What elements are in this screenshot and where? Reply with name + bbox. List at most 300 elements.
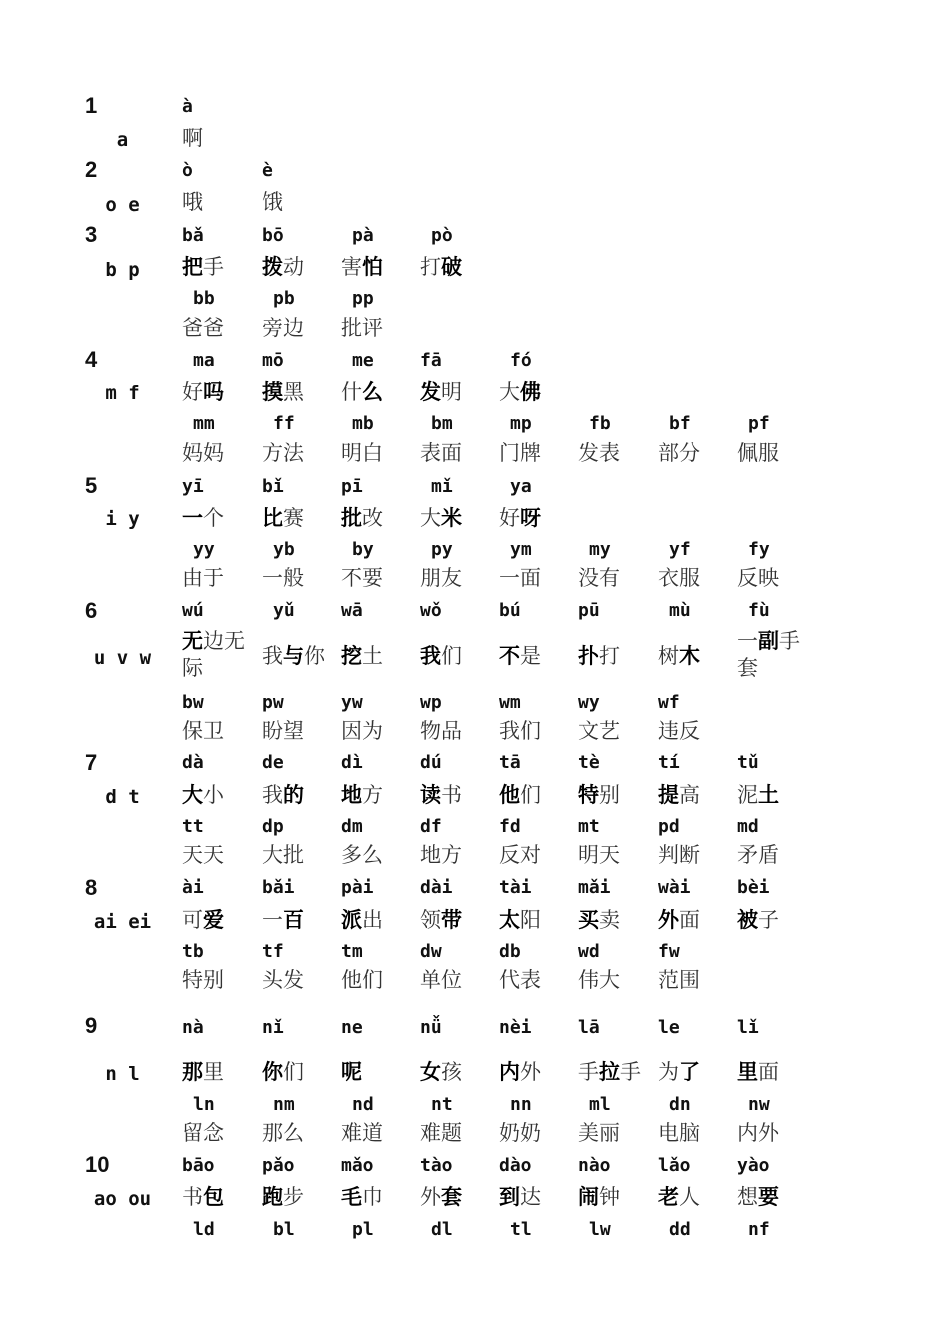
pinyin-syllable: yb bbox=[273, 539, 295, 560]
pinyin-syllable: tè bbox=[578, 752, 600, 773]
highlighted-character: 把 bbox=[182, 255, 203, 279]
word-part: 们 bbox=[520, 783, 541, 807]
word-part: 伟大 bbox=[578, 968, 620, 992]
word-part: 矛盾 bbox=[737, 843, 779, 867]
pinyin-syllable: by bbox=[352, 539, 374, 560]
word-part: 明白 bbox=[341, 441, 383, 465]
word-part: 一面 bbox=[499, 566, 541, 590]
chinese-word bbox=[578, 644, 620, 668]
word-part: 手套 bbox=[737, 629, 800, 680]
chinese-word bbox=[658, 843, 700, 867]
word-part: 打 bbox=[420, 255, 441, 279]
word-part: 难题 bbox=[420, 1121, 462, 1145]
pinyin-syllable: pài bbox=[341, 877, 374, 898]
highlighted-character: 无 bbox=[182, 629, 203, 653]
pinyin-syllable: bú bbox=[499, 600, 521, 621]
word-part: 书 bbox=[441, 783, 462, 807]
word-part: 由于 bbox=[182, 566, 224, 590]
pinyin-syllable: dào bbox=[499, 1155, 532, 1176]
word-part: 朋友 bbox=[420, 566, 462, 590]
word-part: 外 bbox=[420, 1185, 441, 1209]
chinese-word bbox=[578, 441, 620, 465]
pinyin-syllable: bǎi bbox=[262, 877, 295, 898]
word-part: 我们 bbox=[499, 719, 541, 743]
chinese-word bbox=[658, 1185, 700, 1209]
pinyin-syllable: nm bbox=[273, 1094, 295, 1115]
chinese-word bbox=[737, 843, 779, 867]
pinyin-syllable: de bbox=[262, 752, 284, 773]
highlighted-character: 那 bbox=[182, 1060, 203, 1084]
section-label: ao ou bbox=[93, 1188, 152, 1210]
pinyin-syllable: nn bbox=[510, 1094, 532, 1115]
word-part: 为 bbox=[658, 1060, 679, 1084]
highlighted-character: 不 bbox=[499, 644, 520, 668]
chinese-word bbox=[341, 1185, 383, 1209]
pinyin-syllable: mù bbox=[669, 600, 691, 621]
pinyin-syllable: yy bbox=[193, 539, 215, 560]
word-part: 土 bbox=[362, 644, 383, 668]
highlighted-character: 与 bbox=[283, 644, 304, 668]
word-part: 好 bbox=[182, 380, 203, 404]
pinyin-syllable: wài bbox=[658, 877, 691, 898]
chinese-word bbox=[499, 506, 541, 530]
chinese-word bbox=[262, 190, 283, 214]
chinese-word bbox=[420, 1185, 462, 1209]
word-part: 别 bbox=[599, 783, 620, 807]
chinese-word bbox=[182, 506, 224, 530]
pinyin-syllable: yào bbox=[737, 1155, 770, 1176]
section-number: 1 bbox=[85, 93, 98, 118]
highlighted-character: 木 bbox=[679, 644, 700, 668]
chinese-word bbox=[341, 908, 383, 932]
word-part: 美丽 bbox=[578, 1121, 620, 1145]
highlighted-character: 太 bbox=[499, 908, 520, 932]
word-part: 巾 bbox=[362, 1185, 383, 1209]
chinese-word bbox=[499, 380, 541, 404]
chinese-word bbox=[262, 968, 304, 992]
chinese-word bbox=[658, 908, 700, 932]
word-part: 饿 bbox=[262, 190, 283, 214]
highlighted-character: 副 bbox=[758, 629, 779, 653]
pinyin-syllable: tā bbox=[499, 752, 521, 773]
word-part: 个 bbox=[203, 506, 224, 530]
word-part: 我 bbox=[262, 783, 283, 807]
pinyin-syllable: mǐ bbox=[431, 476, 453, 497]
word-part: 动 bbox=[283, 255, 304, 279]
highlighted-character: 特 bbox=[578, 783, 599, 807]
chinese-word bbox=[182, 908, 224, 932]
chinese-word bbox=[737, 908, 779, 932]
chinese-word bbox=[578, 968, 620, 992]
highlighted-character: 跑 bbox=[262, 1185, 283, 1209]
chinese-word bbox=[182, 1121, 224, 1145]
highlighted-character: 吗 bbox=[203, 380, 224, 404]
section-number: 6 bbox=[85, 598, 98, 623]
pinyin-syllable: lw bbox=[589, 1219, 611, 1240]
pinyin-syllable: ya bbox=[510, 476, 532, 497]
word-part: 内外 bbox=[737, 1121, 779, 1145]
pinyin-syllable: pw bbox=[262, 692, 284, 713]
word-part: 保卫 bbox=[182, 719, 224, 743]
chinese-word bbox=[420, 719, 462, 743]
pinyin-syllable: wú bbox=[182, 600, 204, 621]
pinyin-syllable: pī bbox=[341, 476, 363, 497]
word-part: 害 bbox=[341, 255, 362, 279]
chinese-word bbox=[182, 380, 224, 404]
pinyin-syllable: mp bbox=[510, 413, 532, 434]
pinyin-syllable: tl bbox=[510, 1219, 532, 1240]
highlighted-character: 被 bbox=[737, 908, 758, 932]
pinyin-syllable: dm bbox=[341, 816, 363, 837]
chinese-word bbox=[578, 908, 620, 932]
pinyin-syllable: dì bbox=[341, 752, 363, 773]
pinyin-syllable: tf bbox=[262, 941, 284, 962]
word-part: 们 bbox=[283, 1060, 304, 1084]
pinyin-syllable: yǔ bbox=[273, 600, 295, 621]
pinyin-syllable: lā bbox=[578, 1017, 600, 1038]
pinyin-syllable: ln bbox=[193, 1094, 215, 1115]
chinese-word bbox=[182, 968, 224, 992]
pinyin-syllable: tb bbox=[182, 941, 204, 962]
chinese-word bbox=[420, 783, 462, 807]
section-number: 2 bbox=[85, 157, 98, 182]
highlighted-character: 毛 bbox=[341, 1185, 362, 1209]
pinyin-syllable: ml bbox=[589, 1094, 611, 1115]
word-part: 面 bbox=[758, 1060, 779, 1084]
highlighted-character: 一 bbox=[182, 506, 203, 530]
chinese-word bbox=[182, 566, 224, 590]
chinese-word bbox=[420, 255, 462, 279]
highlighted-character: 闹 bbox=[578, 1185, 599, 1209]
pinyin-syllable: pb bbox=[273, 288, 295, 309]
pinyin-syllable: bb bbox=[193, 288, 215, 309]
highlighted-character: 发 bbox=[420, 380, 441, 404]
highlighted-character: 读 bbox=[420, 783, 441, 807]
highlighted-character: 大 bbox=[182, 783, 203, 807]
pinyin-syllable: dp bbox=[262, 816, 284, 837]
section-label: u v w bbox=[93, 647, 152, 669]
pinyin-syllable: dl bbox=[431, 1219, 453, 1240]
section-label: ai ei bbox=[93, 911, 152, 933]
chinese-word bbox=[578, 843, 620, 867]
chinese-word bbox=[578, 783, 620, 807]
pinyin-syllable: bèi bbox=[737, 877, 770, 898]
pinyin-syllable: tǔ bbox=[737, 752, 759, 773]
chinese-word bbox=[499, 441, 541, 465]
chinese-word bbox=[182, 719, 224, 743]
pinyin-syllable: pp bbox=[352, 288, 374, 309]
pinyin-syllable: pò bbox=[431, 225, 453, 246]
word-part: 哦 bbox=[182, 190, 203, 214]
chinese-word bbox=[182, 255, 224, 279]
chinese-word bbox=[341, 719, 383, 743]
highlighted-character: 要 bbox=[758, 1185, 779, 1209]
highlighted-character: 地 bbox=[341, 783, 362, 807]
word-part: 啊 bbox=[182, 126, 203, 150]
pinyin-syllable: bf bbox=[669, 413, 691, 434]
highlighted-character: 百 bbox=[283, 908, 304, 932]
section-label: b p bbox=[105, 259, 140, 281]
chinese-word bbox=[658, 783, 700, 807]
word-part: 反对 bbox=[499, 843, 541, 867]
chinese-word bbox=[737, 441, 779, 465]
pinyin-syllable: fy bbox=[748, 539, 770, 560]
pinyin-syllable: ò bbox=[182, 160, 193, 181]
pinyin-syllable: nw bbox=[748, 1094, 770, 1115]
word-part: 留念 bbox=[182, 1121, 224, 1145]
word-part: 想 bbox=[737, 1185, 758, 1209]
highlighted-character: 老 bbox=[658, 1185, 679, 1209]
chinese-word bbox=[499, 644, 541, 668]
pinyin-syllable: bō bbox=[262, 225, 284, 246]
word-part: 小 bbox=[203, 783, 224, 807]
word-part: 阳 bbox=[520, 908, 541, 932]
pinyin-syllable: fw bbox=[658, 941, 680, 962]
chinese-word bbox=[182, 783, 224, 807]
section-label: a bbox=[116, 129, 129, 151]
highlighted-character: 怕 bbox=[362, 255, 383, 279]
pinyin-syllable: dd bbox=[669, 1219, 691, 1240]
word-part: 达 bbox=[520, 1185, 541, 1209]
section-label: d t bbox=[105, 786, 140, 808]
word-part: 文艺 bbox=[578, 719, 620, 743]
chinese-word bbox=[658, 719, 700, 743]
highlighted-character: 他 bbox=[499, 783, 520, 807]
highlighted-character: 派 bbox=[341, 908, 362, 932]
chinese-word bbox=[658, 1060, 700, 1084]
pinyin-syllable: tí bbox=[658, 752, 680, 773]
word-part: 天天 bbox=[182, 843, 224, 867]
chinese-word bbox=[420, 908, 462, 932]
pinyin-syllable: pà bbox=[352, 225, 374, 246]
word-part: 批评 bbox=[341, 316, 383, 340]
chinese-word bbox=[341, 968, 383, 992]
word-part: 打 bbox=[599, 644, 620, 668]
word-part: 佩服 bbox=[737, 441, 779, 465]
word-part: 边无际 bbox=[182, 629, 245, 680]
chinese-word bbox=[420, 968, 462, 992]
chinese-word bbox=[262, 506, 304, 530]
highlighted-character: 摸 bbox=[262, 380, 283, 404]
pinyin-syllable: my bbox=[589, 539, 611, 560]
chinese-word bbox=[658, 566, 700, 590]
word-part: 没有 bbox=[578, 566, 620, 590]
chinese-word bbox=[420, 843, 462, 867]
pinyin-syllable: ne bbox=[341, 1017, 363, 1038]
highlighted-character: 破 bbox=[441, 255, 462, 279]
highlighted-character: 女 bbox=[420, 1060, 441, 1084]
pinyin-syllable: dn bbox=[669, 1094, 691, 1115]
word-part: 黑 bbox=[283, 380, 304, 404]
word-part: 可 bbox=[182, 908, 203, 932]
chinese-word bbox=[499, 843, 541, 867]
chinese-word bbox=[262, 316, 304, 340]
word-part: 大 bbox=[499, 380, 520, 404]
chinese-word bbox=[262, 719, 304, 743]
pinyin-syllable: mm bbox=[193, 413, 215, 434]
chinese-word bbox=[578, 1060, 641, 1084]
pinyin-syllable: nǐ bbox=[262, 1017, 284, 1038]
pinyin-syllable: ld bbox=[193, 1219, 215, 1240]
highlighted-character: 了 bbox=[679, 1060, 700, 1084]
chinese-word bbox=[182, 316, 224, 340]
word-part: 电脑 bbox=[658, 1121, 700, 1145]
word-part: 泥 bbox=[737, 783, 758, 807]
pinyin-syllable: mt bbox=[578, 816, 600, 837]
chinese-word bbox=[578, 1185, 620, 1209]
pinyin-syllable: lǐ bbox=[737, 1017, 759, 1038]
word-part: 违反 bbox=[658, 719, 700, 743]
chinese-word bbox=[499, 1185, 541, 1209]
highlighted-character: 么 bbox=[362, 380, 383, 404]
pinyin-syllable: wd bbox=[578, 941, 600, 962]
pinyin-syllable: nà bbox=[182, 1017, 204, 1038]
pinyin-syllable: db bbox=[499, 941, 521, 962]
chinese-word bbox=[341, 316, 383, 340]
chinese-word bbox=[737, 1185, 779, 1209]
section-number: 9 bbox=[85, 1013, 98, 1038]
chinese-word bbox=[658, 968, 700, 992]
chinese-word bbox=[262, 843, 304, 867]
word-part: 高 bbox=[679, 783, 700, 807]
chinese-word bbox=[578, 719, 620, 743]
pinyin-syllable: pd bbox=[658, 816, 680, 837]
word-part: 大批 bbox=[262, 843, 304, 867]
word-part: 好 bbox=[499, 506, 520, 530]
chinese-word bbox=[658, 441, 700, 465]
word-part: 多么 bbox=[341, 843, 383, 867]
highlighted-character: 到 bbox=[499, 1185, 520, 1209]
word-part: 孩 bbox=[441, 1060, 462, 1084]
pinyin-syllable: wp bbox=[420, 692, 442, 713]
highlighted-character: 批 bbox=[341, 506, 362, 530]
pinyin-syllable: pf bbox=[748, 413, 770, 434]
chinese-word bbox=[499, 783, 541, 807]
highlighted-character: 拨 bbox=[262, 255, 283, 279]
word-part: 反映 bbox=[737, 566, 779, 590]
chinese-word bbox=[420, 380, 462, 404]
chinese-word bbox=[737, 1121, 779, 1145]
word-part: 我 bbox=[262, 644, 283, 668]
chinese-word bbox=[262, 908, 304, 932]
highlighted-character: 带 bbox=[441, 908, 462, 932]
pinyin-syllable: wm bbox=[499, 692, 521, 713]
word-part: 地方 bbox=[420, 843, 462, 867]
word-part: 领 bbox=[420, 908, 441, 932]
word-part: 卖 bbox=[599, 908, 620, 932]
word-part: 旁边 bbox=[262, 316, 304, 340]
pinyin-syllable: yf bbox=[669, 539, 691, 560]
section-label: i y bbox=[105, 508, 140, 530]
highlighted-character: 套 bbox=[441, 1185, 462, 1209]
word-part: 不要 bbox=[341, 566, 383, 590]
chinese-word bbox=[341, 1121, 383, 1145]
chinese-word bbox=[182, 628, 254, 682]
pinyin-syllable: mǎi bbox=[578, 877, 611, 898]
pinyin-syllable: fó bbox=[510, 350, 532, 371]
pinyin-syllable: wy bbox=[578, 692, 600, 713]
word-part: 因为 bbox=[341, 719, 383, 743]
pinyin-syllable: yw bbox=[341, 692, 363, 713]
pinyin-syllable: wǒ bbox=[420, 600, 442, 621]
pinyin-syllable: tm bbox=[341, 941, 363, 962]
highlighted-character: 呢 bbox=[341, 1060, 362, 1084]
pinyin-syllable: tào bbox=[420, 1155, 453, 1176]
chinese-word bbox=[182, 1060, 224, 1084]
pinyin-syllable: dài bbox=[420, 877, 453, 898]
chinese-word bbox=[499, 566, 541, 590]
word-part: 他们 bbox=[341, 968, 383, 992]
pinyin-syllable: ma bbox=[193, 350, 215, 371]
pinyin-syllable: nf bbox=[748, 1219, 770, 1240]
chinese-word bbox=[341, 644, 383, 668]
pinyin-syllable: bl bbox=[273, 1219, 295, 1240]
pinyin-syllable: yī bbox=[182, 476, 204, 497]
pinyin-syllable: nt bbox=[431, 1094, 453, 1115]
word-part: 什 bbox=[341, 380, 362, 404]
word-part: 一 bbox=[737, 629, 758, 653]
word-part: 那么 bbox=[262, 1121, 304, 1145]
chinese-word bbox=[341, 441, 383, 465]
word-part: 树 bbox=[658, 644, 679, 668]
section-number: 4 bbox=[85, 347, 98, 372]
highlighted-character: 爱 bbox=[203, 908, 224, 932]
chinese-word bbox=[182, 441, 224, 465]
pinyin-syllable: nào bbox=[578, 1155, 611, 1176]
highlighted-character: 佛 bbox=[520, 380, 541, 404]
chinese-word bbox=[420, 506, 462, 530]
pinyin-syllable: tài bbox=[499, 877, 532, 898]
chinese-word bbox=[262, 783, 304, 807]
chinese-word bbox=[737, 628, 809, 682]
section-number: 3 bbox=[85, 222, 98, 247]
section-number: 7 bbox=[85, 750, 98, 775]
highlighted-character: 外 bbox=[658, 908, 679, 932]
word-part: 特别 bbox=[182, 968, 224, 992]
pinyin-syllable: nd bbox=[352, 1094, 374, 1115]
chinese-word bbox=[499, 719, 541, 743]
highlighted-character: 里 bbox=[737, 1060, 758, 1084]
chinese-word bbox=[578, 1121, 620, 1145]
pinyin-syllable: mǎo bbox=[341, 1155, 374, 1176]
word-part: 爸爸 bbox=[182, 316, 224, 340]
chinese-word bbox=[420, 566, 462, 590]
word-part: 面 bbox=[679, 908, 700, 932]
pinyin-syllable: nǚ bbox=[420, 1017, 442, 1038]
pinyin-syllable: bm bbox=[431, 413, 453, 434]
chinese-word bbox=[658, 1121, 700, 1145]
chinese-word bbox=[182, 843, 224, 867]
pinyin-syllable: me bbox=[352, 350, 374, 371]
pinyin-syllable: md bbox=[737, 816, 759, 837]
highlighted-character: 呀 bbox=[520, 506, 541, 530]
chinese-word bbox=[499, 908, 541, 932]
highlighted-character: 比 bbox=[262, 506, 283, 530]
word-part: 明天 bbox=[578, 843, 620, 867]
pinyin-syllable: nèi bbox=[499, 1017, 532, 1038]
pinyin-syllable: pū bbox=[578, 600, 600, 621]
pinyin-syllable: mb bbox=[352, 413, 374, 434]
word-part: 范围 bbox=[658, 968, 700, 992]
chinese-word bbox=[420, 1060, 462, 1084]
word-part: 是 bbox=[520, 644, 541, 668]
chinese-word bbox=[262, 1060, 304, 1084]
chinese-word bbox=[262, 441, 304, 465]
word-part: 代表 bbox=[499, 968, 541, 992]
highlighted-character: 内 bbox=[499, 1060, 520, 1084]
chinese-word bbox=[341, 566, 383, 590]
word-part: 一般 bbox=[262, 566, 304, 590]
